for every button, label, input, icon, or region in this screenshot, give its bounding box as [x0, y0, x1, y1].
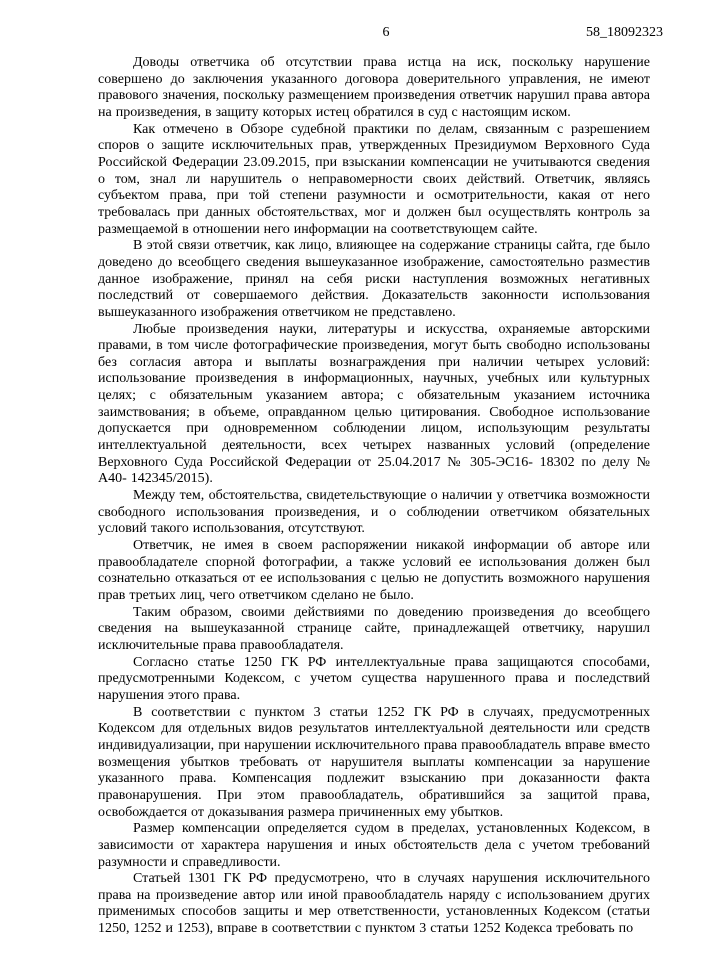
paragraph-article-1252: В соответствии с пунктом 3 статьи 1252 ГК РФ в случаях, предусмотренных Кодексом для отдельных видов результатов интеллектуальной деятельности или средств индивидуализации, при нарушении исключительного права правообладатель вправе вместо возмещения убытков требовать от нарушителя выплаты компенсации за нарушение указанного права. Компенсация подлежит взысканию при доказанности факта правонарушения. При этом правообладатель, обратившийся за защитой права, освобождается от доказывания размера причиненных ему убытков.	[98, 704, 650, 820]
paragraph-defendant-responsibility: В этой связи ответчик, как лицо, влияющее на содержание страницы сайта, где было доведено до всеобщего сведения вышеуказанное изображение, самостоятельно разместив данное изображение, принял на себя риски наступления возможных негативных последствий от совершаемого действия. Доказательств законности использования вышеуказанного изображения ответчиком не представлено.	[98, 238, 650, 320]
paragraph-no-free-use-circumstances: Между тем, обстоятельства, свидетельствующие о наличии у ответчика возможности свободного использования произведения, и о соблюдении ответчиком обязательных условий такого использования, отсутствуют.	[98, 488, 650, 537]
paragraph-violation-conclusion: Таким образом, своими действиями по доведению произведения до всеобщего сведения на вышеуказанной странице сайте, принадлежащей ответчику, нарушил исключительные права правообладателя.	[98, 604, 650, 653]
paragraph-arguments-of-defendant: Доводы ответчика об отсутствии права истца на иск, поскольку нарушение совершено до заключения указанного договора доверительного управления, не имеют правового значения, поскольку размещением произведения ответчик нарушил права автора на произведения, в защиту которых истец обратился в суд с настоящим иском.	[98, 55, 650, 120]
paragraph-article-1250: Согласно статье 1250 ГК РФ интеллектуальные права защищаются способами, предусмотренными Кодексом, с учетом существа нарушенного права и последствий нарушения этого права.	[98, 654, 650, 703]
paragraph-compensation-amount: Размер компенсации определяется судом в пределах, установленных Кодексом, в зависимости от характера нарушения и иных обстоятельств дела с учетом требований разумности и справедливости.	[98, 821, 650, 870]
document-body	[98, 55, 650, 938]
paragraph-article-1301: Статьей 1301 ГК РФ предусмотрено, что в случаях нарушения исключительного права на произведение автор или иной правообладатель наряду с использованием других применимых способов защиты и мер ответственности, установленных Кодексом (статьи 1250, 1252 и 1253), вправе в соответствии с пунктом 3 статьи 1252 Кодекса требовать по	[98, 871, 650, 937]
page-number: 6	[382, 25, 390, 40]
paragraph-free-use-conditions: Любые произведения науки, литературы и искусства, охраняемые авторскими правами, в том числе фотографические произведения, могут быть свободно использованы без согласия автора и выплаты вознаграждения при наличии четырех условий: использование произведения в информационных, научных, учебных или культурных целях; с обязательным указанием автора; с обязательным указанием источника заимствования; в объеме, оправданном целью цитирования. Свободное использование допускается при одновременном соблюдении лицом, использующим результаты интеллектуальной деятельности, всех четырех названных условий (определение Верховного Суда Российской Федерации от 25.04.2017 № 305-ЭС16- 18302 по делу № А40- 142345/2015).	[98, 321, 650, 487]
paragraph-supreme-court-review: Как отмечено в Обзоре судебной практики по делам, связанным с разрешением споров о защите исключительных прав, утвержденных Президиумом Верховного Суда Российской Федерации 23.09.2015, при взыскании компенсации не учитываются сведения о том, знал ли нарушитель о неправомерности своих действий. Ответчик, являясь субъектом права, при той степени разумности и осмотрительности, какая от него требовалась при данных обстоятельствах, мог и должен был осуществлять контроль за размещаемой в отношении него информации на соответствующем сайте.	[98, 121, 650, 237]
paragraph-defendant-no-author-info: Ответчик, не имея в своем распоряжении никакой информации об авторе или правообладателе спорной фотографии, а также условий ее использования должен был сознательно отказаться от ее использования с целью не допустить возможного нарушения прав третьих лиц, чего ответчиком сделано не было.	[98, 538, 650, 603]
document-number: 58_18092323	[586, 25, 663, 40]
page-header	[98, 25, 663, 43]
